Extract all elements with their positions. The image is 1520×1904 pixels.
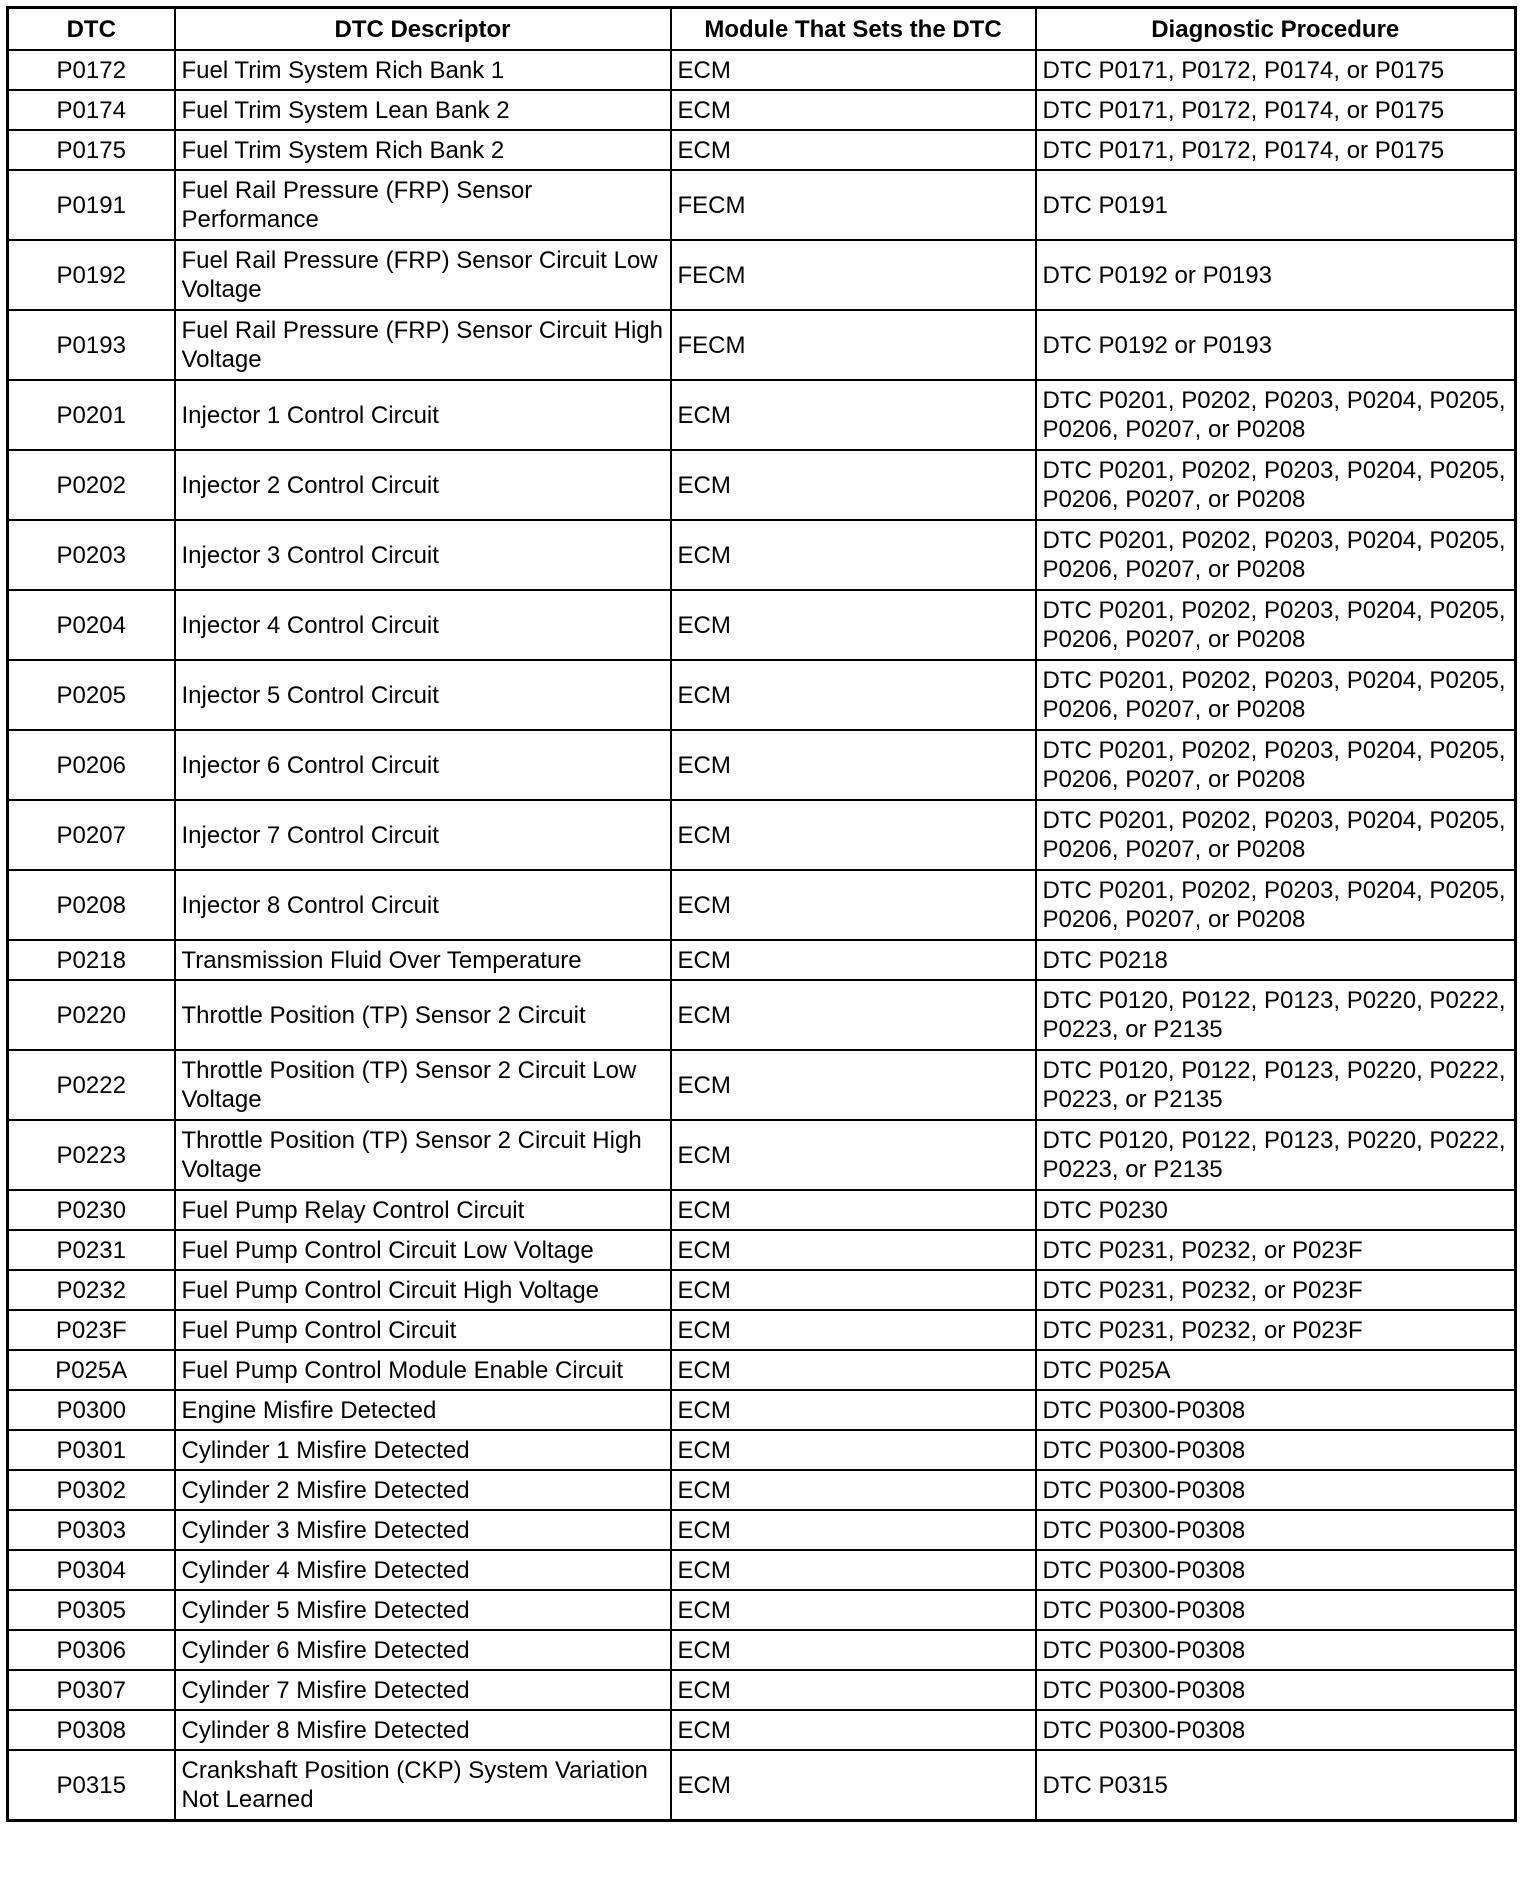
module-cell: ECM: [671, 870, 1036, 940]
dtc-descriptor-cell: Fuel Trim System Lean Bank 2: [175, 90, 671, 130]
table-row: [8, 800, 1516, 870]
dtc-descriptor-cell: Fuel Trim System Rich Bank 1: [175, 50, 671, 90]
dtc-code-cell: P0175: [8, 130, 175, 170]
module-cell: FECM: [671, 170, 1036, 240]
table-row: [8, 520, 1516, 590]
dtc-code-cell: P0208: [8, 870, 175, 940]
module-cell: ECM: [671, 1670, 1036, 1710]
table-row: [8, 660, 1516, 730]
dtc-descriptor-cell: Fuel Pump Control Circuit High Voltage: [175, 1270, 671, 1310]
table-row: [8, 240, 1516, 310]
module-cell: ECM: [671, 1590, 1036, 1630]
module-cell: ECM: [671, 1050, 1036, 1120]
dtc-descriptor-cell: Throttle Position (TP) Sensor 2 Circuit High Voltage: [175, 1120, 671, 1190]
dtc-code-cell: P0207: [8, 800, 175, 870]
module-cell: ECM: [671, 380, 1036, 450]
dtc-descriptor-cell: Injector 8 Control Circuit: [175, 870, 671, 940]
diagnostic-procedure-cell: DTC P0120, P0122, P0123, P0220, P0222, P0223, or P2135: [1036, 1120, 1516, 1190]
dtc-code-cell: P023F: [8, 1310, 175, 1350]
diagnostic-procedure-cell: DTC P0300-P0308: [1036, 1710, 1516, 1750]
dtc-code-cell: P0232: [8, 1270, 175, 1310]
module-cell: ECM: [671, 980, 1036, 1050]
diagnostic-procedure-cell: DTC P0300-P0308: [1036, 1470, 1516, 1510]
dtc-table-container: [6, 6, 1514, 1822]
diagnostic-procedure-cell: DTC P0201, P0202, P0203, P0204, P0205, P0206, P0207, or P0208: [1036, 590, 1516, 660]
dtc-code-cell: P0308: [8, 1710, 175, 1750]
dtc-code-cell: P025A: [8, 1350, 175, 1390]
module-cell: ECM: [671, 1470, 1036, 1510]
dtc-descriptor-cell: Injector 1 Control Circuit: [175, 380, 671, 450]
table-row: [8, 1050, 1516, 1120]
module-cell: ECM: [671, 1230, 1036, 1270]
dtc-code-cell: P0304: [8, 1550, 175, 1590]
diagnostic-procedure-cell: DTC P0201, P0202, P0203, P0204, P0205, P0206, P0207, or P0208: [1036, 380, 1516, 450]
dtc-descriptor-cell: Fuel Pump Control Module Enable Circuit: [175, 1350, 671, 1390]
table-row: [8, 50, 1516, 90]
table-row: [8, 1190, 1516, 1230]
table-row: [8, 310, 1516, 380]
table-body: [8, 50, 1516, 1821]
header-diagnostic-procedure: Diagnostic Procedure: [1036, 8, 1516, 51]
diagnostic-procedure-cell: DTC P0171, P0172, P0174, or P0175: [1036, 130, 1516, 170]
table-row: [8, 1710, 1516, 1750]
module-cell: ECM: [671, 1310, 1036, 1350]
dtc-descriptor-cell: Cylinder 3 Misfire Detected: [175, 1510, 671, 1550]
dtc-code-cell: P0222: [8, 1050, 175, 1120]
dtc-descriptor-cell: Fuel Pump Control Circuit: [175, 1310, 671, 1350]
dtc-code-cell: P0203: [8, 520, 175, 590]
dtc-descriptor-cell: Crankshaft Position (CKP) System Variation Not Learned: [175, 1750, 671, 1821]
table-header-row: [8, 8, 1516, 51]
module-cell: ECM: [671, 1430, 1036, 1470]
module-cell: ECM: [671, 130, 1036, 170]
dtc-code-cell: P0202: [8, 450, 175, 520]
header-dtc-descriptor: DTC Descriptor: [175, 8, 671, 51]
dtc-code-cell: P0192: [8, 240, 175, 310]
dtc-descriptor-cell: Throttle Position (TP) Sensor 2 Circuit Low Voltage: [175, 1050, 671, 1120]
module-cell: FECM: [671, 240, 1036, 310]
module-cell: ECM: [671, 940, 1036, 980]
diagnostic-procedure-cell: DTC P0120, P0122, P0123, P0220, P0222, P0223, or P2135: [1036, 1050, 1516, 1120]
diagnostic-procedure-cell: DTC P0191: [1036, 170, 1516, 240]
diagnostic-procedure-cell: DTC P0201, P0202, P0203, P0204, P0205, P0206, P0207, or P0208: [1036, 450, 1516, 520]
diagnostic-procedure-cell: DTC P0230: [1036, 1190, 1516, 1230]
dtc-code-cell: P0205: [8, 660, 175, 730]
table-row: [8, 1310, 1516, 1350]
diagnostic-procedure-cell: DTC P0231, P0232, or P023F: [1036, 1270, 1516, 1310]
dtc-code-cell: P0301: [8, 1430, 175, 1470]
dtc-descriptor-cell: Injector 6 Control Circuit: [175, 730, 671, 800]
table-row: [8, 940, 1516, 980]
table-row: [8, 590, 1516, 660]
module-cell: ECM: [671, 1550, 1036, 1590]
dtc-code-cell: P0193: [8, 310, 175, 380]
dtc-code-cell: P0191: [8, 170, 175, 240]
dtc-table: [6, 6, 1517, 1822]
dtc-descriptor-cell: Transmission Fluid Over Temperature: [175, 940, 671, 980]
module-cell: ECM: [671, 1510, 1036, 1550]
diagnostic-procedure-cell: DTC P0171, P0172, P0174, or P0175: [1036, 50, 1516, 90]
diagnostic-procedure-cell: DTC P0201, P0202, P0203, P0204, P0205, P0206, P0207, or P0208: [1036, 660, 1516, 730]
diagnostic-procedure-cell: DTC P0300-P0308: [1036, 1630, 1516, 1670]
table-row: [8, 170, 1516, 240]
dtc-code-cell: P0303: [8, 1510, 175, 1550]
table-row: [8, 870, 1516, 940]
diagnostic-procedure-cell: DTC P0315: [1036, 1750, 1516, 1821]
diagnostic-procedure-cell: DTC P0300-P0308: [1036, 1590, 1516, 1630]
dtc-descriptor-cell: Injector 3 Control Circuit: [175, 520, 671, 590]
dtc-code-cell: P0307: [8, 1670, 175, 1710]
dtc-descriptor-cell: Throttle Position (TP) Sensor 2 Circuit: [175, 980, 671, 1050]
table-row: [8, 90, 1516, 130]
dtc-code-cell: P0201: [8, 380, 175, 450]
table-row: [8, 130, 1516, 170]
module-cell: FECM: [671, 310, 1036, 380]
table-row: [8, 1350, 1516, 1390]
table-row: [8, 1590, 1516, 1630]
dtc-descriptor-cell: Injector 2 Control Circuit: [175, 450, 671, 520]
dtc-descriptor-cell: Fuel Pump Control Circuit Low Voltage: [175, 1230, 671, 1270]
table-row: [8, 1750, 1516, 1821]
dtc-code-cell: P0230: [8, 1190, 175, 1230]
module-cell: ECM: [671, 730, 1036, 800]
table-row: [8, 1550, 1516, 1590]
table-row: [8, 1120, 1516, 1190]
table-row: [8, 730, 1516, 800]
diagnostic-procedure-cell: DTC P0231, P0232, or P023F: [1036, 1310, 1516, 1350]
dtc-descriptor-cell: Injector 7 Control Circuit: [175, 800, 671, 870]
diagnostic-procedure-cell: DTC P0218: [1036, 940, 1516, 980]
diagnostic-procedure-cell: DTC P025A: [1036, 1350, 1516, 1390]
diagnostic-procedure-cell: DTC P0300-P0308: [1036, 1670, 1516, 1710]
diagnostic-procedure-cell: DTC P0300-P0308: [1036, 1510, 1516, 1550]
module-cell: ECM: [671, 1350, 1036, 1390]
dtc-descriptor-cell: Fuel Rail Pressure (FRP) Sensor Circuit High Voltage: [175, 310, 671, 380]
module-cell: ECM: [671, 800, 1036, 870]
table-row: [8, 1430, 1516, 1470]
dtc-descriptor-cell: Injector 4 Control Circuit: [175, 590, 671, 660]
module-cell: ECM: [671, 520, 1036, 590]
diagnostic-procedure-cell: DTC P0201, P0202, P0203, P0204, P0205, P0206, P0207, or P0208: [1036, 870, 1516, 940]
dtc-descriptor-cell: Fuel Rail Pressure (FRP) Sensor Circuit Low Voltage: [175, 240, 671, 310]
header-dtc: DTC: [8, 8, 175, 51]
dtc-descriptor-cell: Injector 5 Control Circuit: [175, 660, 671, 730]
dtc-descriptor-cell: Cylinder 2 Misfire Detected: [175, 1470, 671, 1510]
dtc-code-cell: P0315: [8, 1750, 175, 1821]
table-row: [8, 1470, 1516, 1510]
module-cell: ECM: [671, 1120, 1036, 1190]
dtc-code-cell: P0174: [8, 90, 175, 130]
module-cell: ECM: [671, 1190, 1036, 1230]
dtc-descriptor-cell: Cylinder 6 Misfire Detected: [175, 1630, 671, 1670]
dtc-descriptor-cell: Cylinder 4 Misfire Detected: [175, 1550, 671, 1590]
table-row: [8, 980, 1516, 1050]
module-cell: ECM: [671, 590, 1036, 660]
dtc-descriptor-cell: Cylinder 5 Misfire Detected: [175, 1590, 671, 1630]
dtc-code-cell: P0223: [8, 1120, 175, 1190]
diagnostic-procedure-cell: DTC P0300-P0308: [1036, 1430, 1516, 1470]
table-row: [8, 1630, 1516, 1670]
table-row: [8, 1670, 1516, 1710]
diagnostic-procedure-cell: DTC P0192 or P0193: [1036, 240, 1516, 310]
dtc-descriptor-cell: Fuel Trim System Rich Bank 2: [175, 130, 671, 170]
table-row: [8, 1230, 1516, 1270]
dtc-descriptor-cell: Engine Misfire Detected: [175, 1390, 671, 1430]
table-row: [8, 1270, 1516, 1310]
module-cell: ECM: [671, 50, 1036, 90]
dtc-code-cell: P0220: [8, 980, 175, 1050]
dtc-descriptor-cell: Cylinder 8 Misfire Detected: [175, 1710, 671, 1750]
module-cell: ECM: [671, 1390, 1036, 1430]
dtc-code-cell: P0172: [8, 50, 175, 90]
module-cell: ECM: [671, 1270, 1036, 1310]
diagnostic-procedure-cell: DTC P0201, P0202, P0203, P0204, P0205, P0206, P0207, or P0208: [1036, 520, 1516, 590]
diagnostic-procedure-cell: DTC P0231, P0232, or P023F: [1036, 1230, 1516, 1270]
table-row: [8, 380, 1516, 450]
dtc-code-cell: P0302: [8, 1470, 175, 1510]
module-cell: ECM: [671, 90, 1036, 130]
header-module: Module That Sets the DTC: [671, 8, 1036, 51]
dtc-descriptor-cell: Cylinder 1 Misfire Detected: [175, 1430, 671, 1470]
dtc-descriptor-cell: Fuel Pump Relay Control Circuit: [175, 1190, 671, 1230]
diagnostic-procedure-cell: DTC P0201, P0202, P0203, P0204, P0205, P0206, P0207, or P0208: [1036, 730, 1516, 800]
diagnostic-procedure-cell: DTC P0300-P0308: [1036, 1390, 1516, 1430]
table-row: [8, 1390, 1516, 1430]
diagnostic-procedure-cell: DTC P0192 or P0193: [1036, 310, 1516, 380]
dtc-code-cell: P0300: [8, 1390, 175, 1430]
dtc-code-cell: P0206: [8, 730, 175, 800]
dtc-code-cell: P0305: [8, 1590, 175, 1630]
diagnostic-procedure-cell: DTC P0171, P0172, P0174, or P0175: [1036, 90, 1516, 130]
module-cell: ECM: [671, 1630, 1036, 1670]
module-cell: ECM: [671, 660, 1036, 730]
diagnostic-procedure-cell: DTC P0300-P0308: [1036, 1550, 1516, 1590]
diagnostic-procedure-cell: DTC P0201, P0202, P0203, P0204, P0205, P0206, P0207, or P0208: [1036, 800, 1516, 870]
module-cell: ECM: [671, 1710, 1036, 1750]
dtc-code-cell: P0218: [8, 940, 175, 980]
table-row: [8, 1510, 1516, 1550]
module-cell: ECM: [671, 450, 1036, 520]
module-cell: ECM: [671, 1750, 1036, 1821]
table-row: [8, 450, 1516, 520]
dtc-descriptor-cell: Fuel Rail Pressure (FRP) Sensor Performance: [175, 170, 671, 240]
dtc-code-cell: P0231: [8, 1230, 175, 1270]
dtc-code-cell: P0204: [8, 590, 175, 660]
diagnostic-procedure-cell: DTC P0120, P0122, P0123, P0220, P0222, P0223, or P2135: [1036, 980, 1516, 1050]
dtc-code-cell: P0306: [8, 1630, 175, 1670]
dtc-descriptor-cell: Cylinder 7 Misfire Detected: [175, 1670, 671, 1710]
